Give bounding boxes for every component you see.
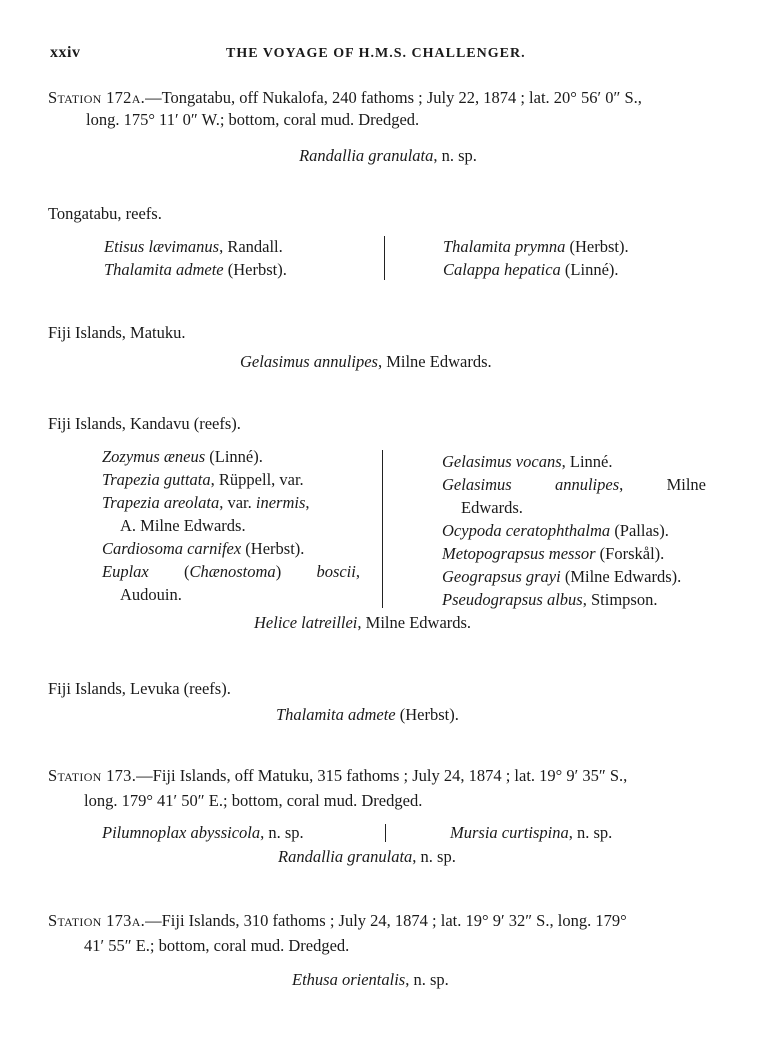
species-entry: Calappa hepatica (Linné).	[443, 260, 619, 279]
species-entry: Euplax (Chænostoma) boscii,	[102, 562, 360, 581]
page-number: xxiv	[50, 44, 81, 61]
species-entry: Etisus lævimanus, Randall.	[104, 237, 283, 256]
species-entry: Cardiosoma carnifex (Herbst).	[102, 539, 305, 558]
species-entry: Gelasimus annulipes, Milne	[442, 475, 706, 494]
species-entry: Thalamita admete (Herbst).	[276, 705, 459, 724]
species-entry: Helice latreillei, Milne Edwards.	[254, 613, 472, 632]
species-entry: Thalamita prymna (Herbst).	[443, 237, 629, 256]
species-entry: Trapezia areolata, var. inermis,	[102, 493, 310, 512]
species-entry: Trapezia guttata, Rüppell, var.	[102, 470, 304, 489]
species-entry: Pseudograpsus albus, Stimpson.	[442, 590, 658, 609]
species-entry: Pilumnoplax abyssicola, n. sp.	[102, 823, 304, 842]
species-entry-continued: A. Milne Edwards.	[120, 516, 246, 535]
locality-heading: Fiji Islands, Matuku.	[48, 323, 186, 342]
station-172a-line2: long. 175° 11′ 0″ W.; bottom, coral mud. Dredged.	[86, 110, 420, 129]
station-173a-line1: Station 173a.—Fiji Islands, 310 fathoms ; July 24, 1874 ; lat. 19° 9′ 32″ S., long. 179°	[48, 911, 627, 930]
species-entry: Thalamita admete (Herbst).	[104, 260, 287, 279]
species-entry: Ethusa orientalis, n. sp.	[292, 970, 449, 989]
column-divider	[384, 236, 385, 280]
species-entry: Metopograpsus messor (Forskål).	[442, 544, 665, 563]
species-entry: Randallia granulata, n. sp.	[278, 847, 456, 866]
station-173a-line2: 41′ 55″ E.; bottom, coral mud. Dredged.	[84, 936, 350, 955]
species-entry: Randallia granulata, n. sp.	[299, 146, 477, 165]
species-entry: Ocypoda ceratophthalma (Pallas).	[442, 521, 669, 540]
species-entry: Gelasimus vocans, Linné.	[442, 452, 613, 471]
station-label: Station 172a.	[48, 88, 146, 107]
column-divider	[385, 824, 386, 842]
locality-heading: Fiji Islands, Levuka (reefs).	[48, 679, 231, 698]
station-label: Station 173a.	[48, 911, 146, 930]
species-entry: Zozymus æneus (Linné).	[102, 447, 263, 466]
station-173-line1: Station 173.—Fiji Islands, off Matuku, 315 fathoms ; July 24, 1874 ; lat. 19° 9′ 35″ S.,	[48, 766, 628, 785]
species-entry-continued: Edwards.	[461, 498, 523, 517]
locality-heading: Fiji Islands, Kandavu (reefs).	[48, 414, 241, 433]
locality-heading: Tongatabu, reefs.	[48, 204, 162, 223]
column-divider	[382, 450, 383, 608]
species-entry: Geograpsus grayi (Milne Edwards).	[442, 567, 682, 586]
species-entry: Gelasimus annulipes, Milne Edwards.	[240, 352, 492, 371]
running-title: THE VOYAGE OF H.M.S. CHALLENGER.	[226, 46, 526, 61]
species-entry: Mursia curtispina, n. sp.	[450, 823, 613, 842]
station-173-line2: long. 179° 41′ 50″ E.; bottom, coral mud. Dredged.	[84, 791, 423, 810]
station-172a-line1: Station 172a.—Tongatabu, off Nukalofa, 240 fathoms ; July 22, 1874 ; lat. 20° 56′ 0″ S.,	[48, 88, 642, 107]
species-entry-continued: Audouin.	[120, 585, 182, 604]
station-label: Station 173.	[48, 766, 137, 785]
